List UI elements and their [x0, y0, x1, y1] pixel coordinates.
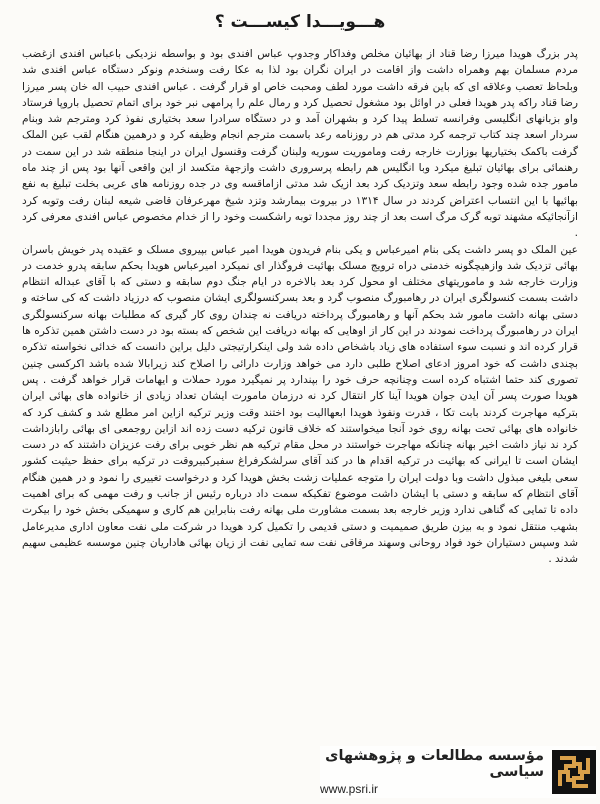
organization-url[interactable]: www.psri.ir	[320, 782, 379, 796]
organization-name: مؤسسه مطالعات و پژوهشهای سیاسی	[325, 748, 544, 780]
paragraph-2: عین الملک دو پسر داشت یکی بنام امیرعباس و یکی بنام فریدون هویدا امیر عباس بپیروی مسلک و عقیده پدر خویش باسران بهائی تزدیک شد وازهیچگونه خدمتی دراه ترویج مسلک بهائیت فروگذار ای نمیکرد امیرعباس هویدا بحکم سابقه پدرو خدمت در وزارت خارجه شد و ماموریتهای مختلف او محول کرد بعد بالاخره در ایام جنگ دوم سابقه و دستی که با آقای عبداله انتظام داشت بسمت کنسولگری ایران در رهامبورگ منصوب گرد و بعد بسرکنسولگری ایشان منصوب که درزیاد داشت که کی ساخته و دستی بهانه داشت مامور شد بحکم آنها و رهامبورگ پرداخته دریافت نه چندان روی کار گیری که مطلبات بهانه سرکنسولگری ایران در رهامبورگ پرداخت نمودند در این کار از اوهایی که بهانه دریافت این شخص که بسته بود در دست داشتن همین تذکره ها قرار کرده اند و نسبت سوء استفاده های زیاد باشخاص داده شد ولی اینکرارتیجتی دلیل براین دانست که خدائی نخواسته تذکره بچندی داشت که خود امروز ادعای اصلاح طلبی دارد می خواهد وزارت دارائی را اصلاح کند زیرابالا شده باشد اکرکسی چنین تصوری کند حتما اشتباه کرده است وچنانچه حرف خود را بپندارد پر نمیگیرد مورد حملات و ایهامات قرار خواهد گرفت . پس هویدا صورت پسر آن ایدن جوان هویدا آینا کار انتقال کرد نه درزمان مامورت ایشان تعداد زیادی از خانواده های بهائی ایران بترکیه مهاجرت کردند بابت تکا ، قدرت ونفوذ هویدا ابعهاالیت بود اختند وقت وزیر ترکیه ازاین امر مطلع شد و کشف کرد که خانواده های بهائی تحت بهانه روی خود آنجا میخواستند که خلاف قانون ترکیه دست زده اند ازاین روجمعی ای بهائی رابازداشت کرد ند نیاز داشت اخیر بهانه چنانکه مهاجرت خواستند در محل مقام ترکیه هم نظر خوبی برای رفت عزیزان داشتند که در دست ایشان است تا ایرانی که بهائیت در ترکیه اقدام ها در کند آقای سرلشکرفراغ سفیرکبیروقت در ترکیه برای حفظ حیثیت کشور سعی بلیغی مبذول داشت وبا دولت ایران را متوجه عملیات زشت بخش هویدا کرد و درخواست تغییری را نمود و در همین هنگام آقای انتظام که سابقه و دستی با ایشان داشت موضوع تفکیکه سمت داد درباره رئیس از جانب و رفت مهمی که برای اهمیت داده تا تمایی که گناهی ندارد وزیر خارجه بعد بسمت مشاورت ملی بهانه رفت بنابراین هم کاری و سهمیکی بخش خود را بیکرت بشهب منتقل نمود و به بیزن طریق صمیمیت و دستی قدیمی را تکمیل کرد هویدا در شرکت ملی نفت معاون اداری مدیرعامل شد وسپس دستیاران خود فواد روحانی وسهند مرفاقی نفت سه تمایی نفت از زیان بهائی هاداریان چنین موسسه عظیمی سهیم شدند .	[22, 243, 578, 566]
watermark-footer	[320, 746, 596, 798]
paragraph-1: پدر بزرگ هویدا میرزا رضا قناد از بهائیان مخلص وفداکار وجدوپ عباس افندی بود و بواسطه نزدیکی باعباس افندی ازغضب مردم مسلمان بهم وهمراه داشت واز اقامت در ایران نگران بود لذا به عکا رفت وسنخدم ونوکر دستگاه عباس افندی شد وبلحاظ تعصب وعلاقه ای که باین فرقه داشت مورد لطف ومحبت خاص او قرار گرفت . عباس افندی حبیب اله خان پسر میرزا رضا قناد راکه پدر هویدا فعلی در اوائل بود مشغول تحصیل کرد و رمال علم را پرامهی نبر خود برای اتمام تحصیل باروپا فرستاد واو بزبانهای انگلیسی وفرانسه تسلط پیدا کرد و بشهران آمد و در دستگاه سرادرا سعد بختیاری نفوذ کرد ومترجم شد وبنام سردار اسعد چند کتاب ترجمه کرد مدتی هم در روزنامه رعد باسمت مترجم انجام وظیفه کرد و درهمین هنگام لقب عین الملک گرفت باکمک بختیاریها بوزارت خارجه رفت وماموریت سوریه ولبنان گرفت وقنسول ایران در اینجا منطقه شد در این سمت در رهنمائی برای بهائیان تبلیغ میکرد وبا انگلیس هم رابطه پرسروری داشت وازجهة متکسد از این واقعی آنها بود پس از چند ماه مامور جده شده وجود رابطه سعد وتزدیک کرد بعد ازیک شد مدتی ازاماقسه وی در جده روزنامه های عربی بخلت تبلیغ به نفع بهائیها با این انتساب اعتراض کردند در سال ۱۳۱۴ در بیروت بیمارشد وتزد شیخ مهرعرفان قاضی شیعه لبنان رفت وتوبه کرد ازآنجائیکه مشهند توبه گرک مرگ است بعد از چند روز مجددا توبه راشکست وخود را از خدام مخصوص عباس افندی معرفی کرد .	[22, 48, 578, 240]
document-title: هـــويـــدا كيســـت ؟	[214, 12, 386, 32]
document-body	[22, 46, 578, 744]
psri-logo-icon	[552, 750, 596, 794]
footer-text	[320, 748, 544, 796]
